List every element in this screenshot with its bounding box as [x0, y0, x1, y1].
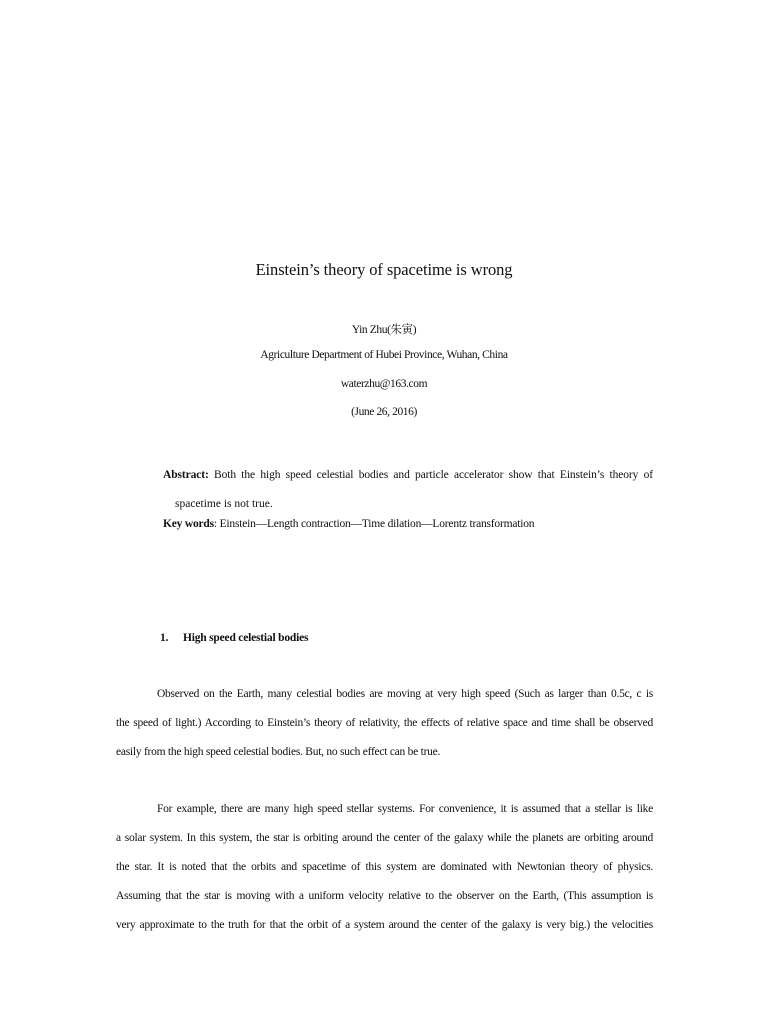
paragraph-line: the speed of light.) According to Einstein’s theory of relativity, the effects of relative space and time shall be observed: [116, 717, 653, 729]
paragraph-line: a solar system. In this system, the star is orbiting around the center of the galaxy while the planets are orbiting around: [116, 832, 653, 844]
paragraph-line: the star. It is noted that the orbits and spacetime of this system are dominated with Newtonian theory of physics.: [116, 861, 653, 873]
abstract: [163, 461, 653, 519]
paper-title: Einstein’s theory of spacetime is wrong: [255, 260, 513, 279]
body-paragraph: [116, 795, 653, 940]
paragraph-line: Observed on the Earth, many celestial bodies are moving at very high speed (Such as larger than 0.5c, c is: [157, 688, 653, 700]
section-number: 1.: [160, 632, 169, 644]
abstract-line: spacetime is not true.: [175, 498, 273, 510]
paragraph-line: easily from the high speed celestial bodies. But, no such effect can be true.: [116, 746, 441, 758]
paper-date: (June 26, 2016): [351, 406, 417, 418]
author-email: waterzhu@163.com: [340, 378, 428, 390]
keywords-text: : Einstein—Length contraction—Time dilation—Lorentz transformation: [213, 518, 535, 530]
body-paragraph: [116, 680, 653, 767]
keywords-label: Key words: [163, 518, 214, 530]
abstract-label: Abstract:: [163, 469, 209, 481]
keywords: [163, 518, 534, 530]
section-title: High speed celestial bodies: [183, 632, 309, 644]
paragraph-line: very approximate to the truth for that the orbit of a system around the center of the galaxy is very big.) the velocities: [116, 919, 653, 931]
paragraph-line: For example, there are many high speed stellar systems. For convenience, it is assumed that a stellar is like: [157, 803, 653, 815]
abstract-line: [163, 461, 653, 490]
author-affiliation: Agriculture Department of Hubei Province, Wuhan, China: [260, 349, 508, 361]
paragraph-line: Assuming that the star is moving with a uniform velocity relative to the observer on the Earth, (This assumption is: [116, 890, 653, 902]
abstract-text: Both the high speed celestial bodies and particle accelerator show that Einstein’s theory of: [214, 469, 653, 481]
author-name: Yin Zhu(朱寅): [351, 324, 417, 336]
section-heading: [160, 632, 308, 644]
